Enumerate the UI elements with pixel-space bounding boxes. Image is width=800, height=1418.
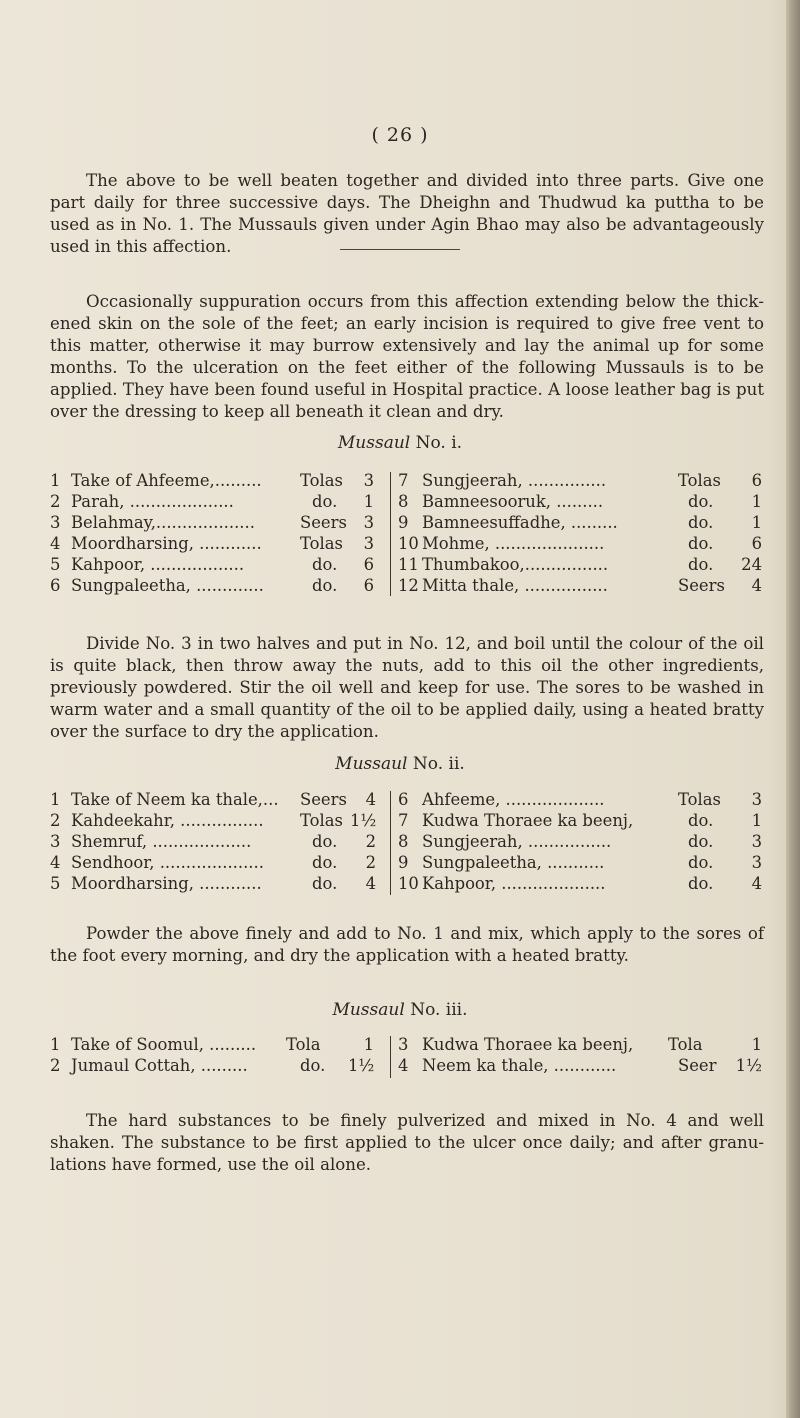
mussaul-2-table bbox=[50, 789, 764, 899]
ingredient-row: 12 Mitta thale, ................ Seers 4 bbox=[398, 576, 762, 595]
column-separator bbox=[390, 791, 391, 895]
page-edge bbox=[786, 0, 800, 1418]
page-number: ( 26 ) bbox=[371, 124, 429, 146]
ingredient-row: 4 Moordharsing, ............ Tolas 3 bbox=[50, 534, 374, 553]
ingredient-row: 1 Take of Ahfeeme,......... Tolas 3 bbox=[50, 471, 374, 490]
ingredient-row: 1 Take of Soomul, ......... Tola 1 bbox=[50, 1035, 374, 1054]
mussaul-1-heading bbox=[0, 433, 800, 453]
column-separator bbox=[390, 472, 391, 596]
section-divider bbox=[340, 249, 460, 250]
mussaul-3-heading-word: Mussaul bbox=[332, 1000, 405, 1020]
ingredient-row: 6 Ahfeeme, ................... Tolas 3 bbox=[398, 790, 762, 809]
ingredient-row: 5 Kahpoor, .................. do. 6 bbox=[50, 555, 374, 574]
ingredient-row: 5 Moordharsing, ............ do. 4 bbox=[50, 874, 376, 893]
mussaul-1-heading-number: No. i. bbox=[415, 433, 463, 453]
ingredient-row: 11 Thumbakoo,................ do. 24 bbox=[398, 555, 762, 574]
paragraph-4: Powder the above finely and add to No. 1 and mix, which apply to the sores of the foot every morning, and dry the application with a heated bratty. bbox=[50, 924, 764, 965]
ingredient-row: 1 Take of Neem ka thale,... Seers 4 bbox=[50, 790, 376, 809]
mussaul-2-heading bbox=[0, 754, 800, 774]
mussaul-2-left-column bbox=[50, 789, 390, 894]
mussaul-3-heading bbox=[0, 1000, 800, 1020]
mussaul-2-heading-number: No. ii. bbox=[412, 754, 465, 774]
ingredient-row: 3 Kudwa Thoraee ka beenj, Tola 1 bbox=[398, 1035, 762, 1054]
ingredient-row: 2 Kahdeekahr, ................ Tolas 1½ bbox=[50, 811, 377, 830]
ingredient-row: 10 Mohme, ..................... do. 6 bbox=[398, 534, 762, 553]
paragraph-1: The above to be well beaten together and divided into three parts. Give one part daily for three successive days. The Dheighn and Thudwud ka puttha to be used as in No. 1. The Mussauls given under Agin Bhao may also be advantageously used in this affection. bbox=[50, 171, 764, 256]
ingredient-row: 8 Bamneesooruk, ......... do. 1 bbox=[398, 492, 762, 511]
paragraph-3: Divide No. 3 in two halves and put in No. 12, and boil until the colour of the oil is quite black, then throw away the nuts, add to this oil the other ingredients, previously powdered. Stir the oil well and keep for use. The sores to be washed in warm water and a small quantity of the oil to be applied daily, using a heated bratty over the surface to dry the application. bbox=[50, 634, 764, 741]
ingredient-row: 9 Sungpaleetha, ........... do. 3 bbox=[398, 853, 762, 872]
mussaul-1-right-column bbox=[398, 470, 764, 596]
ingredient-row: 10 Kahpoor, .................... do. 4 bbox=[398, 874, 762, 893]
ingredient-row: 3 Belahmay,................... Seers 3 bbox=[50, 513, 374, 532]
mussaul-1-table bbox=[50, 470, 764, 600]
paragraph-5: The hard substances to be finely pulverized and mixed in No. 4 and well shaken. The substance to be first applied to the ulcer once daily; and after granulations have formed, use the oil alone. bbox=[50, 1111, 764, 1174]
ingredient-row: 3 Shemruf, ................... do. 2 bbox=[50, 832, 376, 851]
mussaul-3-table bbox=[50, 1034, 764, 1080]
ingredient-row: 7 Kudwa Thoraee ka beenj, do. 1 bbox=[398, 811, 762, 830]
mussaul-3-right-column bbox=[398, 1034, 764, 1076]
ingredient-row: 4 Sendhoor, .................... do. 2 bbox=[50, 853, 376, 872]
ingredient-row: 8 Sungjeerah, ................ do. 3 bbox=[398, 832, 762, 851]
paragraph-2: Occasionally suppuration occurs from this affection extending below the thickened skin on the sole of the feet; an early incision is required to give free vent to this matter, otherwise it may burrow extensively and lay the animal up for some months. To the ulceration on the feet either of the following Mussauls is to be applied. They have been found useful in Hospital practice. A loose leather bag is put over the dressing to keep all beneath it clean and dry. bbox=[50, 292, 764, 421]
ingredient-row: 7 Sungjeerah, ............... Tolas 6 bbox=[398, 471, 762, 490]
ingredient-row: 9 Bamneesuffadhe, ......... do. 1 bbox=[398, 513, 762, 532]
column-separator bbox=[390, 1036, 391, 1078]
mussaul-3-left-column bbox=[50, 1034, 390, 1076]
ingredient-row: 2 Jumaul Cottah, ......... do. 1½ bbox=[50, 1056, 375, 1075]
ingredient-row: 6 Sungpaleetha, ............. do. 6 bbox=[50, 576, 374, 595]
mussaul-2-heading-word: Mussaul bbox=[335, 754, 408, 774]
ingredient-row: 2 Parah, .................... do. 1 bbox=[50, 492, 374, 511]
mussaul-3-heading-number: No. iii. bbox=[410, 1000, 468, 1020]
mussaul-1-heading-word: Mussaul bbox=[337, 433, 411, 453]
mussaul-2-right-column bbox=[398, 789, 764, 894]
ingredient-row: 4 Neem ka thale, ............ Seer 1½ bbox=[398, 1056, 762, 1075]
mussaul-1-left-column bbox=[50, 470, 390, 596]
